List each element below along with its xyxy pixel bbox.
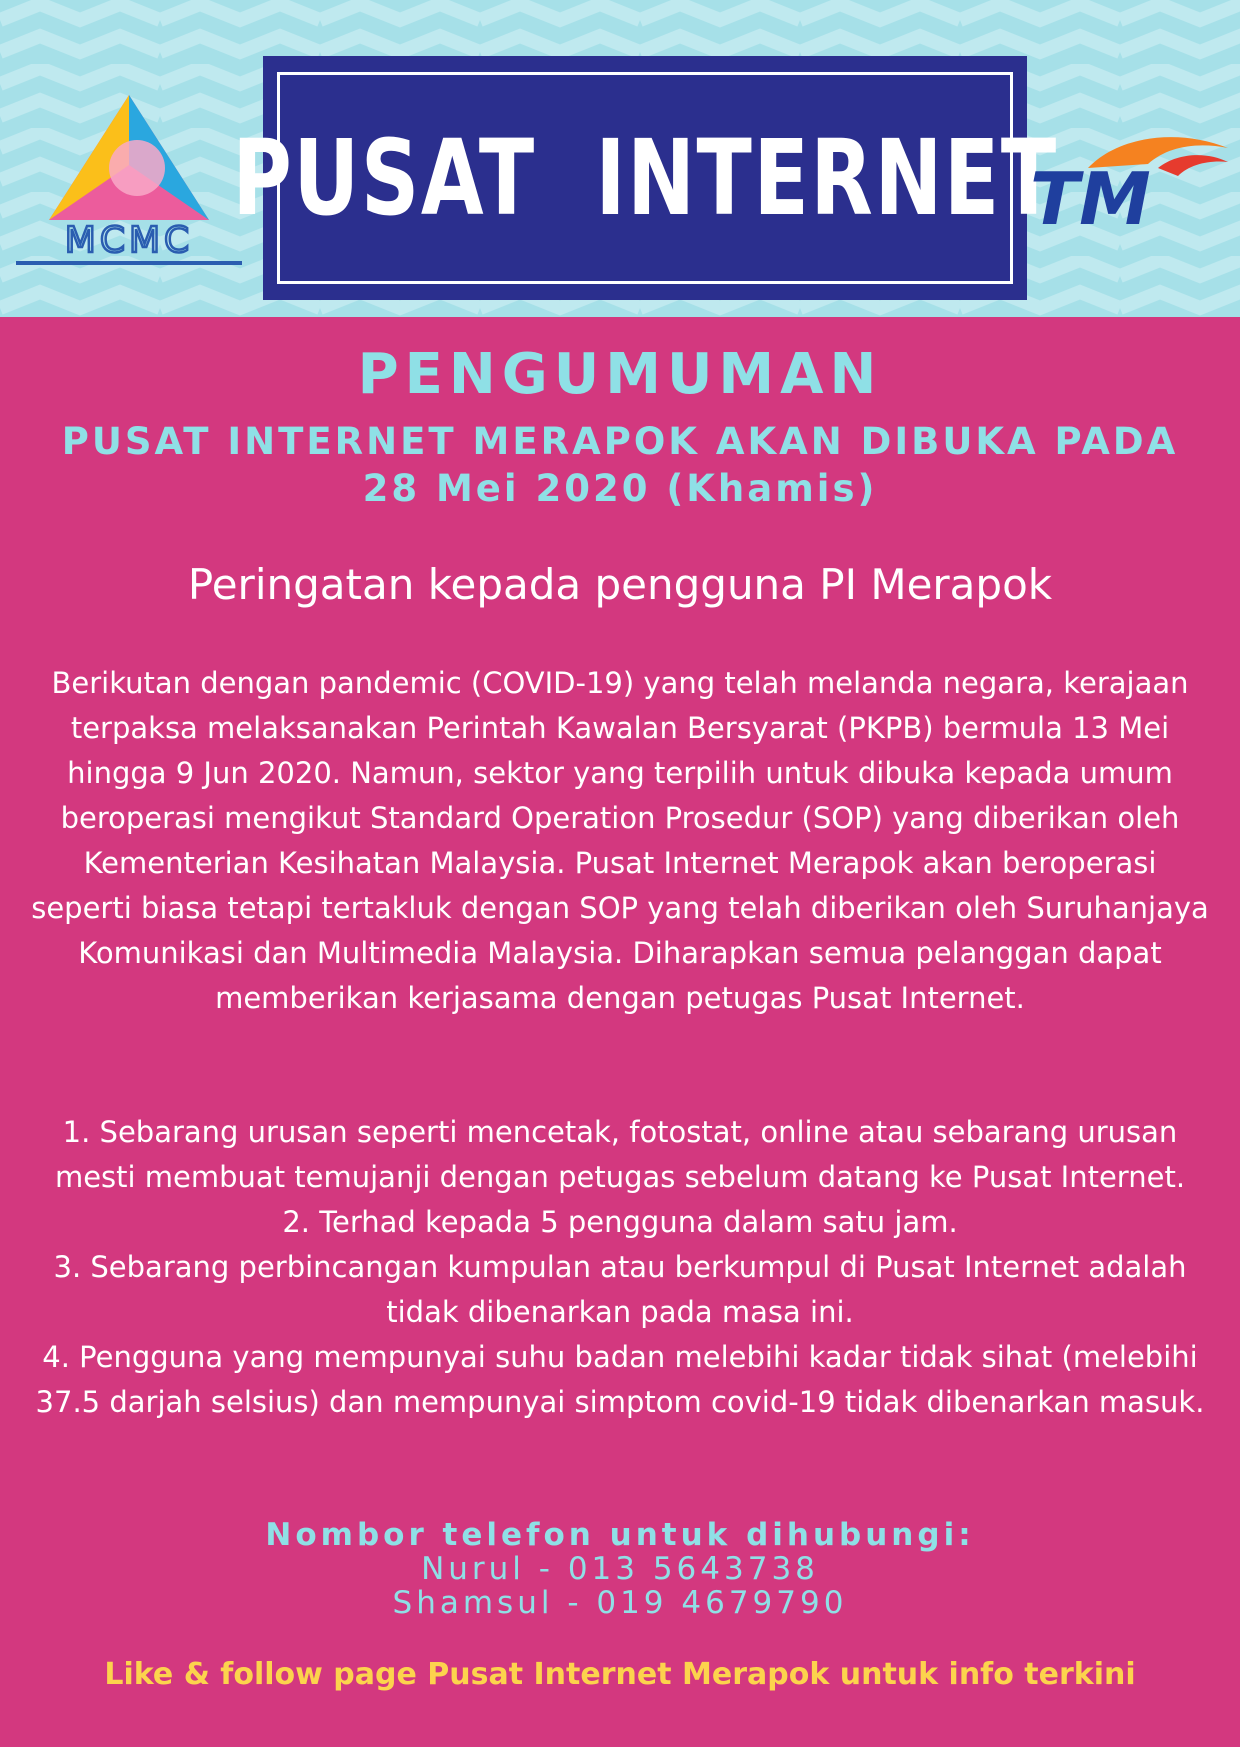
contact-phone: Nurul - 013 5643738 — [421, 1551, 819, 1587]
footer-text: Like & follow page Pusat Internet Merapok untuk info terkini — [104, 1657, 1136, 1692]
title-banner-frame — [232, 72, 1058, 284]
rule-item: 4. Pengguna yang mempunyai suhu badan melebihi kadar tidak sihat (melebihi 37.5 darjah selsius) dan mempunyai simptom covid-19 tidak dibenarkan masuk. — [35, 1340, 1205, 1419]
intro-paragraph: Berikutan dengan pandemic (COVID-19) yang telah melanda negara, kerajaan terpaksa melaksanakan Perintah Kawalan Bersyarat (PKPB) bermula 13 Mei hingga 9 Jun 2020. Namun, sektor yang terpilih untuk dibuka kepada umum beroperasi mengikut Standard Operation Prosedur (SOP) yang diberikan oleh Kementerian Kesihatan Malaysia. Pusat Internet Merapok akan beroperasi seperti biasa tetapi tertakluk dengan SOP yang telah diberikan oleh Suruhanjaya Komunikasi dan Multimedia Malaysia. Diharapkan semua pelanggan dapat memberikan kerjasama dengan petugas Pusat Internet. — [31, 666, 1209, 1015]
banner-title: PUSAT INTERNET — [232, 117, 1058, 239]
rule-item: 3. Sebarang perbincangan kumpulan atau berkumpul di Pusat Internet adalah tidak dibenarkan pada masa ini. — [53, 1250, 1187, 1329]
mcmc-logo-icon — [14, 90, 244, 270]
reminder-heading: Peringatan kepada pengguna PI Merapok — [187, 560, 1053, 609]
main-content — [0, 317, 1240, 1747]
rules-list — [30, 1110, 1210, 1425]
contact-phone: Shamsul - 019 4679790 — [392, 1585, 848, 1621]
contact-label: Nombor telefon untuk dihubungi: — [265, 1517, 975, 1553]
announcement-title: PENGUMUMAN — [357, 342, 883, 407]
rule-item: 1. Sebarang urusan seperti mencetak, fotostat, online atau sebarang urusan mesti membuat temujanji dengan petugas sebelum datang ke Pusat Internet. — [54, 1115, 1186, 1194]
announcement-line: PUSAT INTERNET MERAPOK AKAN DIBUKA PADA — [61, 420, 1179, 463]
mcmc-logo-text: MCMC — [64, 220, 194, 261]
tm-logo-text: TM — [1030, 157, 1151, 240]
announcement-date: 28 Mei 2020 (Khamis) — [362, 467, 878, 510]
rule-item: 2. Terhad kepada 5 pengguna dalam satu jam. — [282, 1205, 958, 1239]
tm-logo-icon — [1028, 128, 1238, 240]
header — [0, 0, 1240, 317]
title-banner — [232, 56, 1058, 300]
